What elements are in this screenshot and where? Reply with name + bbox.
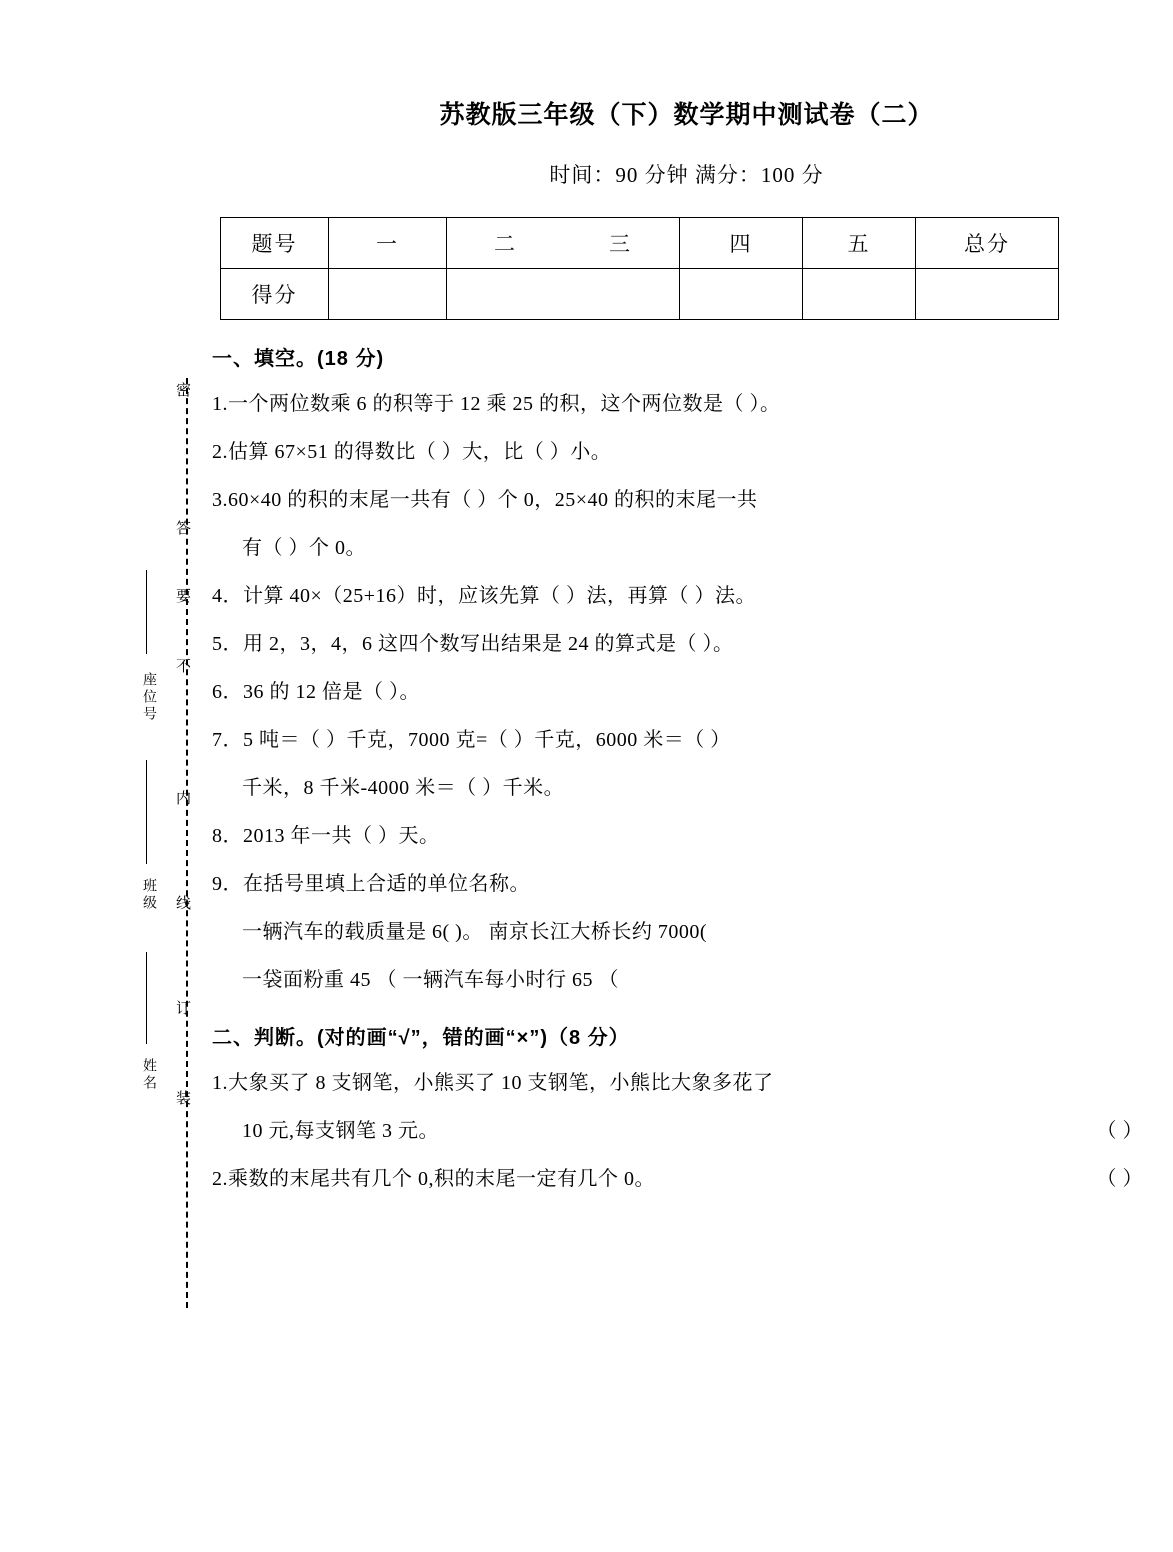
margin-char-bu: 不 (174, 658, 191, 676)
margin-char-mi: 密 (174, 382, 191, 400)
score-table-col-4: 四 (680, 218, 803, 269)
table-row-score (221, 269, 1059, 320)
table-row-header (221, 218, 1059, 269)
score-cell-2-3[interactable] (447, 269, 680, 320)
margin-char-xian: 线 (174, 895, 191, 913)
question-1-4: 4．计算 40×（25+16）时，应该先算（ ）法，再算（ ）法。 (212, 585, 757, 607)
margin-rule-class (146, 760, 147, 864)
margin-char-ding: 订 (174, 1000, 191, 1018)
question-1-3: 3.60×40 的积的末尾一共有（ ）个 0，25×40 的积的末尾一共 (212, 489, 758, 511)
margin-char-zhuang: 装 (174, 1090, 191, 1108)
score-cell-total[interactable] (916, 269, 1059, 320)
score-table-col-2-3 (447, 218, 680, 269)
answer-bracket-2-2[interactable]: （ ） (1096, 1168, 1143, 1190)
score-table-col-total: 总分 (916, 218, 1059, 269)
question-1-7-cont: 千米，8 千米-4000 米＝（ ）千米。 (242, 777, 565, 799)
question-1-9-line-a: 一辆汽车的载质量是 6( )。 南京长江大桥长约 7000( (242, 921, 707, 943)
question-2-1-cont (242, 1116, 1173, 1146)
score-table-col-5: 五 (803, 218, 916, 269)
question-1-5: 5．用 2，3，4，6 这四个数写出结果是 24 的算式是（ ）。 (212, 633, 734, 655)
section-heading-true-false: 二、判断。(对的画“√”，错的画“×”)（8 分） (212, 1027, 630, 1049)
margin-rule-name (146, 952, 147, 1044)
score-table-label-score: 得分 (221, 269, 329, 320)
score-table-col-2: 二 (494, 232, 517, 256)
question-1-8: 8．2013 年一共（ ）天。 (212, 825, 440, 847)
page-title: 苏教版三年级（下）数学期中测试卷（二） (439, 101, 934, 129)
question-1-7: 7．5 吨＝（ ）千克，7000 克=（ ）千克，6000 米＝（ ） (212, 729, 731, 751)
score-table-label-number: 题号 (221, 218, 329, 269)
left-margin-strip (0, 0, 200, 1552)
question-2-1: 1.大象买了 8 支钢笔，小熊买了 10 支钢笔，小熊比大象多花了 (212, 1072, 774, 1094)
question-1-2: 2.估算 67×51 的得数比（ ）大，比（ ）小。 (212, 441, 612, 463)
question-1-9: 9．在括号里填上合适的单位名称。 (212, 873, 530, 895)
section-heading-fill-in: 一、填空。(18 分) (212, 348, 385, 370)
score-table-col-3: 三 (609, 232, 632, 256)
score-cell-1[interactable] (329, 269, 447, 320)
question-1-6: 6．36 的 12 倍是（ ）。 (212, 681, 420, 703)
margin-char-da: 答 (174, 520, 191, 538)
score-cell-4[interactable] (680, 269, 803, 320)
margin-rule-seat (146, 570, 147, 654)
exam-meta: 时间：90 分钟 满分：100 分 (549, 163, 824, 187)
margin-field-seat: 座位号 (142, 672, 158, 723)
exam-paper (200, 0, 1173, 1552)
margin-dashed-line (186, 378, 188, 1308)
question-1-3-cont: 有（ ）个 0。 (242, 537, 366, 559)
question-2-1-cont-text: 10 元,每支钢笔 3 元。 (242, 1120, 439, 1142)
margin-field-name: 姓名 (142, 1058, 158, 1092)
margin-field-class: 班级 (142, 878, 158, 912)
score-cell-5[interactable] (803, 269, 916, 320)
question-2-2 (212, 1164, 1173, 1194)
score-table-col-1: 一 (329, 218, 447, 269)
margin-char-nei: 内 (174, 790, 191, 808)
score-table (220, 217, 1059, 320)
question-2-2-text: 2.乘数的末尾共有几个 0,积的末尾一定有几个 0。 (212, 1168, 655, 1190)
margin-char-yao: 要 (174, 588, 191, 606)
question-1-9-line-b: 一袋面粉重 45 （ 一辆汽车每小时行 65 （ (242, 969, 619, 991)
answer-bracket-2-1[interactable]: （ ） (1096, 1120, 1143, 1142)
question-1-1: 1.一个两位数乘 6 的积等于 12 乘 25 的积，这个两位数是（ ）。 (212, 393, 781, 415)
